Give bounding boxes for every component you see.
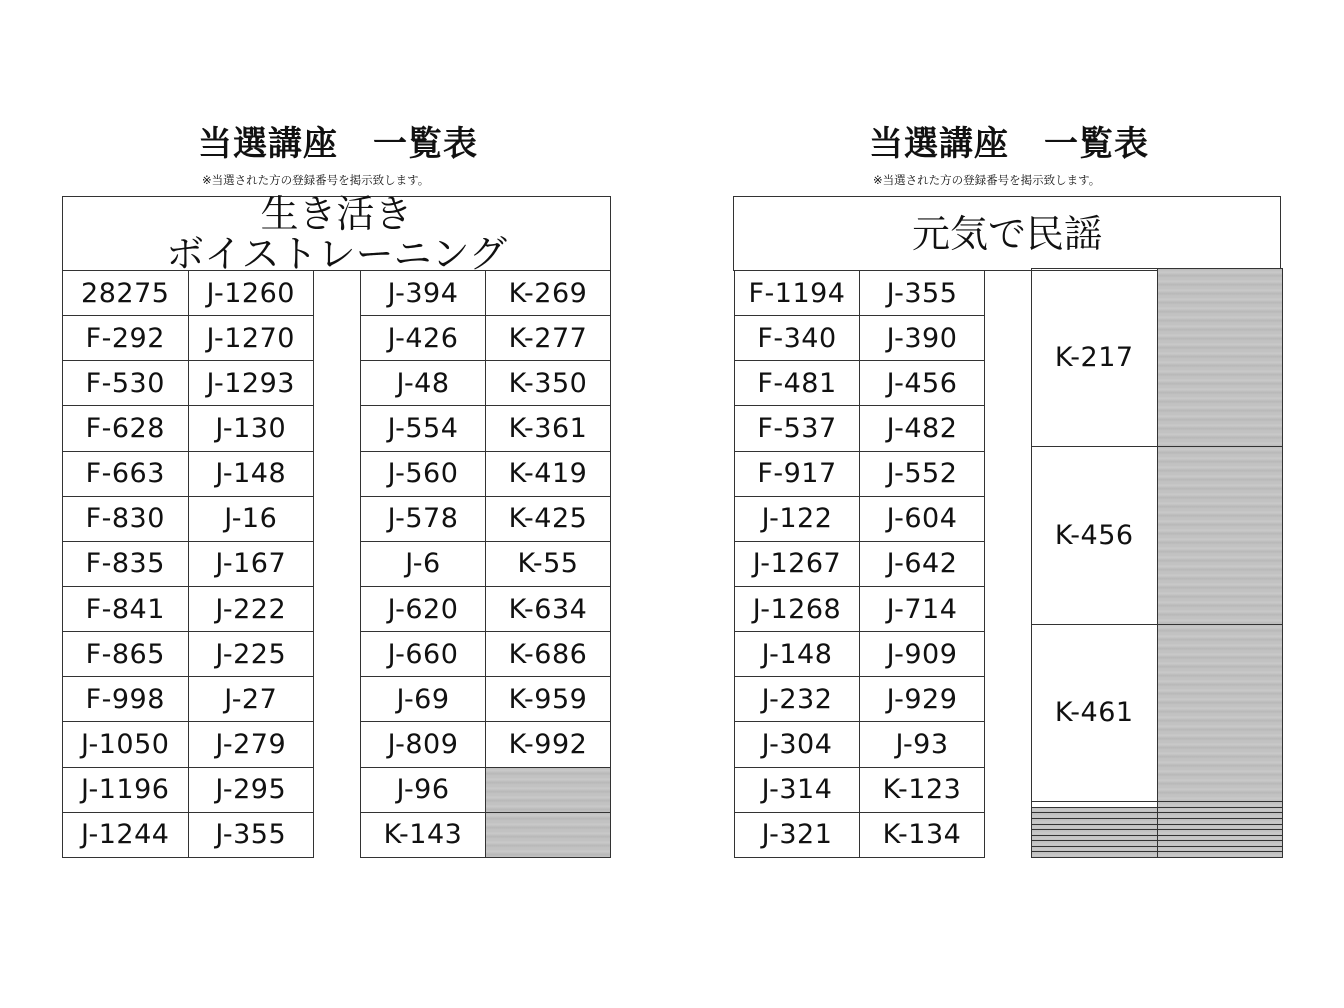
table-row [1032, 624, 1283, 802]
table-row [63, 496, 314, 541]
registration-number-cell: J-295 [188, 767, 314, 812]
registration-number-cell: J-1267 [735, 541, 860, 586]
registration-number-cell: J-27 [188, 677, 314, 722]
right-heading: 当選講座 一覧表 [869, 124, 1149, 164]
registration-number-cell: J-321 [735, 812, 860, 857]
table-row [63, 271, 314, 316]
table-row [63, 677, 314, 722]
right-number-table-1 [734, 270, 985, 858]
registration-number-cell: F-481 [735, 361, 860, 406]
registration-number-cell: J-1244 [63, 812, 189, 857]
table-row [361, 767, 611, 812]
registration-number-cell: J-560 [361, 451, 486, 496]
registration-number-cell: K-959 [486, 677, 611, 722]
blank-cell [1157, 446, 1283, 624]
registration-number-cell: F-537 [735, 406, 860, 451]
table-row [63, 812, 314, 857]
registration-number-cell: J-222 [188, 586, 314, 631]
table-row [361, 406, 611, 451]
registration-number-cell: K-456 [1032, 446, 1158, 624]
left-number-table-1 [62, 270, 314, 858]
registration-number-cell: J-314 [735, 767, 860, 812]
table-row [63, 632, 314, 677]
registration-number-cell: K-350 [486, 361, 611, 406]
registration-number-cell: J-620 [361, 586, 486, 631]
left-number-table-2 [360, 270, 611, 858]
registration-number-cell: J-355 [860, 271, 985, 316]
table-row [735, 316, 985, 361]
registration-number-cell: K-123 [860, 767, 985, 812]
table-row [1032, 446, 1283, 624]
table-row [63, 406, 314, 451]
registration-number-cell: J-390 [860, 316, 985, 361]
table-row [361, 632, 611, 677]
registration-number-cell: J-148 [735, 632, 860, 677]
registration-number-cell: F-830 [63, 496, 189, 541]
table-row [361, 722, 611, 767]
registration-number-cell: K-686 [486, 632, 611, 677]
table-row [735, 496, 985, 541]
course-title-line: ボイストレーニング [166, 231, 507, 276]
registration-number-cell: K-269 [486, 271, 611, 316]
registration-number-cell: J-1050 [63, 722, 189, 767]
registration-number-cell: J-554 [361, 406, 486, 451]
registration-number-cell: K-419 [486, 451, 611, 496]
registration-number-cell: J-1293 [188, 361, 314, 406]
registration-number-cell: J-279 [188, 722, 314, 767]
registration-number-cell: J-16 [188, 496, 314, 541]
table-row [63, 722, 314, 767]
table-row [735, 722, 985, 767]
registration-number-cell: F-865 [63, 632, 189, 677]
registration-number-cell: K-134 [860, 812, 985, 857]
blank-cell [1157, 269, 1283, 447]
registration-number-cell: F-1194 [735, 271, 860, 316]
table-row [735, 767, 985, 812]
registration-number-cell: F-663 [63, 451, 189, 496]
table-row [63, 316, 314, 361]
registration-number-cell: J-304 [735, 722, 860, 767]
blank-cell [486, 812, 611, 857]
registration-number-cell: J-604 [860, 496, 985, 541]
table-row [1032, 852, 1283, 858]
table-row [361, 541, 611, 586]
table-row [63, 586, 314, 631]
registration-number-cell: J-1268 [735, 586, 860, 631]
registration-number-cell: K-217 [1032, 269, 1158, 447]
table-row [361, 316, 611, 361]
registration-number-cell: J-660 [361, 632, 486, 677]
registration-number-cell: J-96 [361, 767, 486, 812]
registration-number-cell: J-48 [361, 361, 486, 406]
table-row [63, 767, 314, 812]
registration-number-cell: J-69 [361, 677, 486, 722]
table-row [735, 406, 985, 451]
table-row [361, 271, 611, 316]
table-row [735, 541, 985, 586]
table-row [735, 632, 985, 677]
table-row [735, 812, 985, 857]
table-row [361, 451, 611, 496]
table-row [63, 361, 314, 406]
registration-number-cell: F-835 [63, 541, 189, 586]
left-heading: 当選講座 一覧表 [198, 124, 478, 164]
right-number-table-2 [1031, 268, 1283, 858]
registration-number-cell: F-292 [63, 316, 189, 361]
blank-cell [486, 767, 611, 812]
registration-number-cell: K-425 [486, 496, 611, 541]
table-row [735, 677, 985, 722]
right-course-title [733, 196, 1281, 271]
registration-number-cell: F-917 [735, 451, 860, 496]
table-row [735, 271, 985, 316]
registration-number-cell: F-628 [63, 406, 189, 451]
left-course-title [62, 191, 611, 276]
table-row [361, 677, 611, 722]
table-row [361, 586, 611, 631]
table-row [735, 586, 985, 631]
registration-number-cell: J-426 [361, 316, 486, 361]
blank-cell [1032, 852, 1158, 858]
course-title-line: 生き活き [260, 191, 413, 236]
registration-number-cell: K-634 [486, 586, 611, 631]
registration-number-cell: K-55 [486, 541, 611, 586]
table-row [63, 541, 314, 586]
registration-number-cell: J-714 [860, 586, 985, 631]
left-note: ※当選された方の登録番号を掲示致します。 [202, 173, 430, 187]
table-row [63, 451, 314, 496]
registration-number-cell: J-148 [188, 451, 314, 496]
table-row [735, 451, 985, 496]
registration-number-cell: J-1270 [188, 316, 314, 361]
registration-number-cell: K-361 [486, 406, 611, 451]
table-row [361, 361, 611, 406]
registration-number-cell: J-1260 [188, 271, 314, 316]
table-row [361, 812, 611, 857]
right-note: ※当選された方の登録番号を掲示致します。 [873, 173, 1101, 187]
registration-number-cell: J-456 [860, 361, 985, 406]
registration-number-cell: J-482 [860, 406, 985, 451]
registration-number-cell: J-93 [860, 722, 985, 767]
registration-number-cell: K-992 [486, 722, 611, 767]
registration-number-cell: J-552 [860, 451, 985, 496]
table-row [361, 496, 611, 541]
registration-number-cell: J-1196 [63, 767, 189, 812]
table-row [735, 361, 985, 406]
registration-number-cell: J-355 [188, 812, 314, 857]
registration-number-cell: J-929 [860, 677, 985, 722]
registration-number-cell: K-277 [486, 316, 611, 361]
course-title-line: 元気で民謡 [911, 211, 1102, 256]
registration-number-cell: F-998 [63, 677, 189, 722]
registration-number-cell: J-167 [188, 541, 314, 586]
registration-number-cell: J-578 [361, 496, 486, 541]
registration-number-cell: F-530 [63, 361, 189, 406]
registration-number-cell: F-340 [735, 316, 860, 361]
registration-number-cell: J-6 [361, 541, 486, 586]
registration-number-cell: J-642 [860, 541, 985, 586]
registration-number-cell: J-122 [735, 496, 860, 541]
registration-number-cell: J-909 [860, 632, 985, 677]
blank-cell [1157, 624, 1283, 802]
registration-number-cell: J-394 [361, 271, 486, 316]
registration-number-cell: K-461 [1032, 624, 1158, 802]
registration-number-cell: 28275 [63, 271, 189, 316]
registration-number-cell: J-809 [361, 722, 486, 767]
registration-number-cell: F-841 [63, 586, 189, 631]
registration-number-cell: J-130 [188, 406, 314, 451]
blank-cell [1157, 852, 1283, 858]
registration-number-cell: J-225 [188, 632, 314, 677]
registration-number-cell: J-232 [735, 677, 860, 722]
registration-number-cell: K-143 [361, 812, 486, 857]
table-row [1032, 269, 1283, 447]
